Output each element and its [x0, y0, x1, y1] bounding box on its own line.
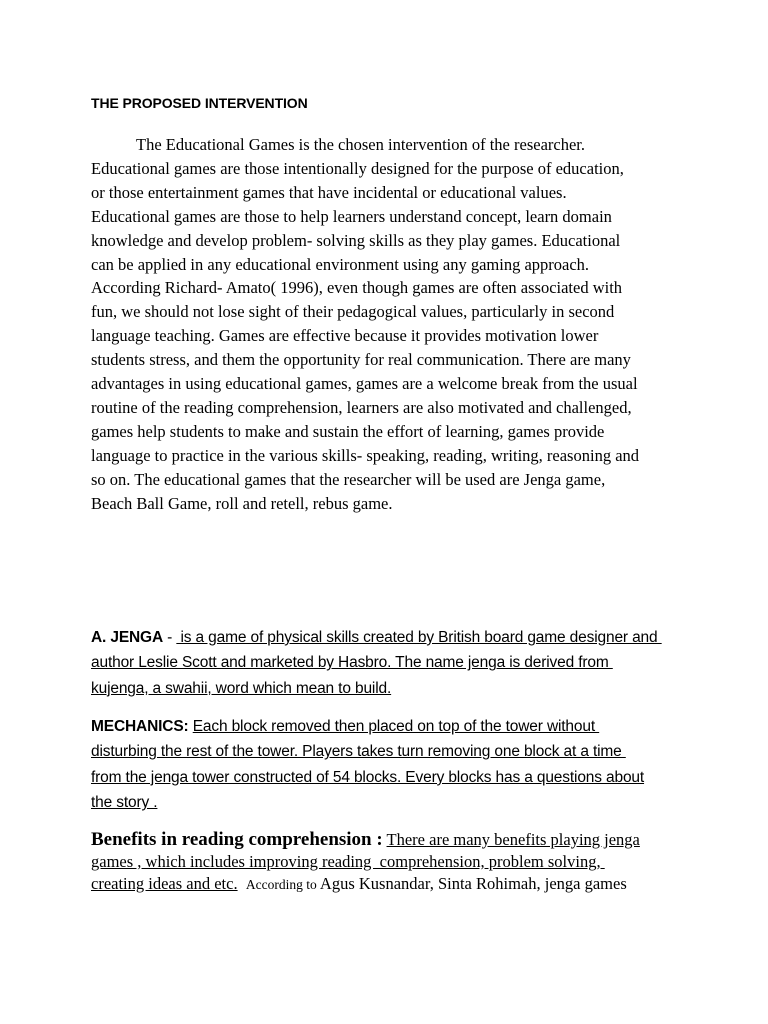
paragraph-line: According Richard- Amato( 1996), even though games are often associated with [91, 278, 623, 298]
jenga-description-line: is a game of physical skills created by British board game designer and [176, 629, 662, 646]
section-heading: THE PROPOSED INTERVENTION [91, 95, 308, 111]
mechanics-line: the story . [91, 794, 158, 812]
paragraph-line: fun, we should not lose sight of their pedagogical values, particularly in second [91, 302, 615, 322]
jenga-separator: - [163, 629, 177, 646]
jenga-description-line: author Leslie Scott and marketed by Hasbro. The name jenga is derived from [91, 654, 613, 672]
paragraph-line: Beach Ball Game, roll and retell, rebus game. [91, 493, 393, 513]
intro-paragraph [91, 133, 691, 516]
paragraph-line: routine of the reading comprehension, learners are also motivated and challenged, [91, 397, 632, 417]
paragraph-line: advantages in using educational games, games are a welcome break from the usual [91, 374, 638, 394]
paragraph-line: language teaching. Games are effective because it provides motivation lower [91, 326, 599, 346]
mechanics-line: from the jenga tower constructed of 54 blocks. Every blocks has a questions about [91, 768, 645, 786]
benefits-section [91, 829, 711, 896]
benefits-text: games , which includes improving reading comprehension, problem solving, [91, 852, 605, 871]
paragraph-line: students stress, and them the opportunity for real communication. There are many [91, 350, 631, 370]
mechanics-label: MECHANICS: [91, 718, 189, 735]
benefits-label: Benefits in reading comprehension : [91, 829, 383, 850]
jenga-description-line: kujenga, a swahii, word which mean to build. [91, 679, 392, 697]
jenga-section [91, 625, 711, 701]
paragraph-line: can be applied in any educational environment using any gaming approach. [91, 254, 590, 274]
benefits-citation: Agus Kusnandar, Sinta Rohimah, jenga games [319, 874, 627, 893]
benefits-text: creating ideas and etc. [91, 874, 238, 893]
mechanics-line: disturbing the rest of the tower. Players takes turn removing one block at a time [91, 743, 626, 761]
paragraph-line: Educational games are those to help learners understand concept, learn domain [91, 206, 612, 226]
paragraph-line: games help students to make and sustain the effort of learning, games provide [91, 421, 605, 441]
mechanics-section [91, 714, 711, 816]
benefits-according-to: According to [245, 877, 317, 892]
benefits-text: There are many benefits playing jenga [386, 830, 640, 849]
mechanics-line: Each block removed then placed on top of the tower without [192, 718, 600, 735]
jenga-label: A. JENGA [91, 629, 164, 646]
paragraph-line: Educational games are those intentionally designed for the purpose of education, [91, 158, 624, 178]
paragraph-line: The Educational Games is the chosen intervention of the researcher. [136, 135, 585, 154]
paragraph-line: knowledge and develop problem- solving skills as they play games. Educational [91, 230, 621, 250]
paragraph-line: language to practice in the various skills- speaking, reading, writing, reasoning and [91, 445, 640, 465]
paragraph-line: so on. The educational games that the researcher will be used are Jenga game, [91, 469, 606, 489]
paragraph-line: or those entertainment games that have incidental or educational values. [91, 182, 567, 202]
